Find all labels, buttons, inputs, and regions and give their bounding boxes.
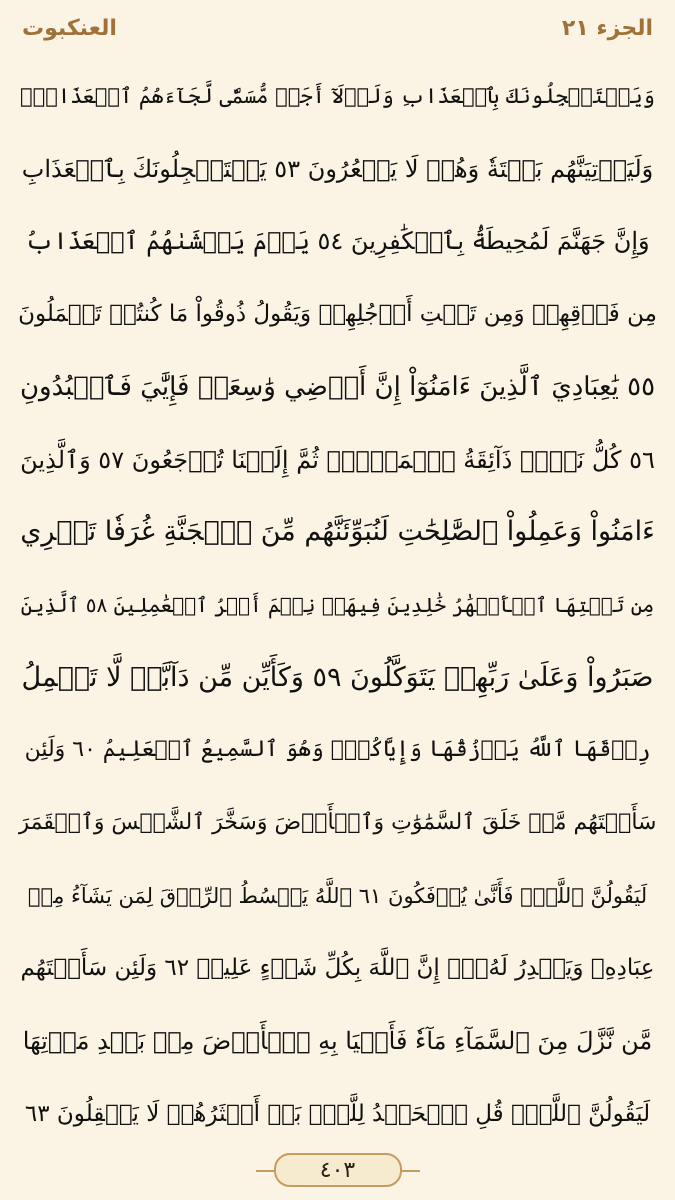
verse-line-text: ٥٦ كُلُّ نَفۡسٖ ذَآئِقَةُ ٱلۡمَوۡتِۖ ثُمَّ إِلَيۡنَا تُرۡجَعُونَ ٥٧ وَٱلَّذِينَ: [20, 445, 655, 474]
page-number: ٤٠٣: [319, 1157, 356, 1183]
verse-line: [18, 424, 657, 496]
verse-line-text: وَإِنَّ جَهَنَّمَ لَمُحِيطَةُۢ بِٱلۡكَٰفِرِينَ ٥٤ يَوۡمَ يَغۡشَىٰهُمُ ٱلۡعَذَابُ: [25, 227, 650, 256]
verse-line: [18, 496, 657, 568]
verse-line: [18, 1078, 657, 1150]
verse-line: [18, 205, 657, 277]
verse-line: [18, 569, 657, 641]
page-number-badge: [274, 1153, 402, 1187]
juz-label: الجزء ٢١: [561, 15, 653, 41]
verse-line-text: سَأَلۡتَهُم مَّنۡ خَلَقَ ٱلسَّمَٰوَٰتِ وَٱلۡأَرۡضَ وَسَخَّرَ ٱلشَّمۡسَ وَٱلۡقَمَرَ: [18, 810, 657, 836]
verse-line: [18, 932, 657, 1004]
verse-line-text: وَلَيَأۡتِيَنَّهُم بَغۡتَةٗ وَهُمۡ لَا يَشۡعُرُونَ ٥٣ يَسۡتَعۡجِلُونَكَ بِٱلۡعَذَابِ: [21, 154, 654, 183]
page-header: [22, 8, 653, 48]
verse-line-text: مِن فَوۡقِهِمۡ وَمِن تَحۡتِ أَرۡجُلِهِمۡ وَيَقُولُ ذُوقُواْ مَا كُنتُمۡ تَعۡمَلُونَ: [18, 301, 657, 328]
verse-line: [18, 278, 657, 350]
verse-line-text: لَيَقُولُنَّ ٱللَّهُۖ فَأَنَّىٰ يُؤۡفَكُونَ ٦١ ٱللَّهُ يَبۡسُطُ ٱلرِّزۡقَ لِمَن يَشَآءُ مِنۡ: [27, 883, 648, 908]
verse-line: [18, 1005, 657, 1077]
verse-line: [18, 714, 657, 786]
verse-line-text: وَيَسۡتَعۡجِلُونَكَ بِٱلۡعَذَابِ وَلَوۡلَآ أَجَلٞ مُّسَمّٗى لَّجَآءَهُمُ ٱلۡعَذَابُۚ: [20, 84, 655, 108]
verse-line: [18, 60, 657, 132]
verse-line: [18, 787, 657, 859]
verse-line-text: صَبَرُواْ وَعَلَىٰ رَبِّهِمۡ يَتَوَكَّلُونَ ٥٩ وَكَأَيِّن مِّن دَآبَّةٖ لَّا تَحۡمِلُ: [21, 661, 654, 693]
page-footer: [0, 1150, 675, 1190]
verse-line: [18, 642, 657, 714]
verse-line-text: لَيَقُولُنَّ ٱللَّهُۚ قُلِ ٱلۡحَمۡدُ لِلَّهِۚ بَلۡ أَكۡثَرُهُمۡ لَا يَعۡقِلُونَ ٦٣: [24, 1100, 651, 1127]
verses-block: [18, 60, 657, 1150]
verse-line: [18, 133, 657, 205]
verse-line-text: ءَامَنُواْ وَعَمِلُواْ ٱلصَّٰلِحَٰتِ لَنُبَوِّئَنَّهُم مِّنَ ٱلۡجَنَّةِ غُرَفٗا تَجۡرِي: [20, 516, 655, 548]
verse-line-text: عِبَادِهِۦ وَيَقۡدِرُ لَهُۥٓۚ إِنَّ ٱللَّهَ بِكُلِّ شَيۡءٍ عَلِيمٞ ٦٢ وَلَئِن سَأَلۡتَهُم: [20, 955, 655, 982]
verse-line-text: رِزۡقَهَا ٱللَّهُ يَرۡزُقُهَا وَإِيَّاكُمۡۚ وَهُوَ ٱلسَّمِيعُ ٱلۡعَلِيمُ ٦٠ وَلَئِن: [24, 737, 651, 763]
verse-line: [18, 351, 657, 423]
verse-line-text: ٥٥ يَٰعِبَادِيَ ٱلَّذِينَ ءَامَنُوٓاْ إِنَّ أَرۡضِي وَٰسِعَةٞ فَإِيَّٰيَ فَٱعۡبُدُونِ: [19, 371, 656, 402]
verse-line-text: مِن تَحۡتِهَا ٱلۡأَنۡهَٰرُ خَٰلِدِينَ فِيهَاۚ نِعۡمَ أَجۡرُ ٱلۡعَٰمِلِينَ ٥٨ ٱلَّذِينَ: [20, 592, 655, 617]
verse-line: [18, 860, 657, 932]
surah-name: العنكبوت: [22, 15, 117, 41]
verse-line-text: مَّن نَّزَّلَ مِنَ ٱلسَّمَآءِ مَآءٗ فَأَحۡيَا بِهِ ٱلۡأَرۡضَ مِنۢ بَعۡدِ مَوۡتِهَا: [22, 1027, 653, 1056]
